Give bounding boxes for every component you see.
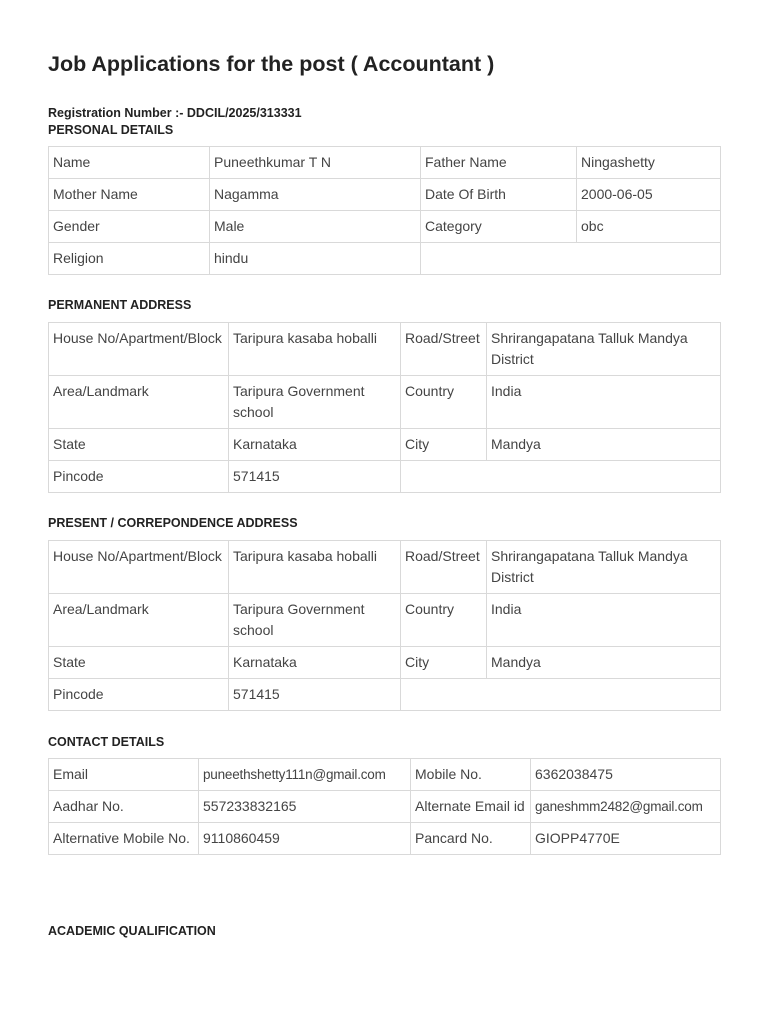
table-row bbox=[49, 429, 721, 461]
aadhar-label: Aadhar No. bbox=[49, 791, 199, 823]
road-value: Shrirangapatana Talluk Mandya District bbox=[487, 541, 721, 594]
mother-name-label: Mother Name bbox=[49, 179, 210, 211]
country-value: India bbox=[487, 376, 721, 429]
pancard-value: GIOPP4770E bbox=[531, 823, 721, 855]
alt-mobile-label: Alternative Mobile No. bbox=[49, 823, 199, 855]
pincode-value: 571415 bbox=[229, 679, 401, 711]
city-label: City bbox=[401, 429, 487, 461]
country-value: India bbox=[487, 594, 721, 647]
state-label: State bbox=[49, 647, 229, 679]
empty-cell bbox=[401, 679, 721, 711]
empty-cell bbox=[401, 461, 721, 493]
present-address-table bbox=[48, 540, 721, 711]
table-row bbox=[49, 759, 721, 791]
road-label: Road/Street bbox=[401, 541, 487, 594]
table-row bbox=[49, 791, 721, 823]
table-row bbox=[49, 243, 721, 275]
dob-value: 2000-06-05 bbox=[577, 179, 721, 211]
area-value: Taripura Government school bbox=[229, 376, 401, 429]
table-row bbox=[49, 376, 721, 429]
city-value: Mandya bbox=[487, 429, 721, 461]
table-row bbox=[49, 594, 721, 647]
house-value: Taripura kasaba hoballi bbox=[229, 323, 401, 376]
road-label: Road/Street bbox=[401, 323, 487, 376]
house-label: House No/Apartment/Block bbox=[49, 323, 229, 376]
table-row bbox=[49, 211, 721, 243]
academic-qualification-heading: ACADEMIC QUALIFICATION bbox=[48, 924, 216, 938]
table-row bbox=[49, 461, 721, 493]
mobile-label: Mobile No. bbox=[411, 759, 531, 791]
present-address-heading: PRESENT / CORREPONDENCE ADDRESS bbox=[48, 516, 298, 530]
category-label: Category bbox=[421, 211, 577, 243]
pincode-value: 571415 bbox=[229, 461, 401, 493]
road-value: Shrirangapatana Talluk Mandya District bbox=[487, 323, 721, 376]
category-value: obc bbox=[577, 211, 721, 243]
table-row bbox=[49, 323, 721, 376]
dob-label: Date Of Birth bbox=[421, 179, 577, 211]
table-row bbox=[49, 823, 721, 855]
alt-email-label: Alternate Email id bbox=[411, 791, 531, 823]
permanent-address-table bbox=[48, 322, 721, 493]
pincode-label: Pincode bbox=[49, 461, 229, 493]
country-label: Country bbox=[401, 594, 487, 647]
house-label: House No/Apartment/Block bbox=[49, 541, 229, 594]
name-value: Puneethkumar T N bbox=[210, 147, 421, 179]
registration-number: Registration Number :- DDCIL/2025/313331 bbox=[48, 106, 302, 120]
state-value: Karnataka bbox=[229, 429, 401, 461]
name-label: Name bbox=[49, 147, 210, 179]
gender-label: Gender bbox=[49, 211, 210, 243]
religion-label: Religion bbox=[49, 243, 210, 275]
state-value: Karnataka bbox=[229, 647, 401, 679]
table-row bbox=[49, 179, 721, 211]
country-label: Country bbox=[401, 376, 487, 429]
personal-details-table bbox=[48, 146, 721, 275]
alt-mobile-value: 9110860459 bbox=[199, 823, 411, 855]
page-title: Job Applications for the post ( Accountant ) bbox=[48, 52, 495, 76]
table-row bbox=[49, 147, 721, 179]
alt-email-value: ganeshmm2482@gmail.com bbox=[531, 791, 721, 823]
father-name-value: Ningashetty bbox=[577, 147, 721, 179]
mobile-value: 6362038475 bbox=[531, 759, 721, 791]
house-value: Taripura kasaba hoballi bbox=[229, 541, 401, 594]
city-label: City bbox=[401, 647, 487, 679]
contact-details-heading: CONTACT DETAILS bbox=[48, 735, 165, 749]
table-row bbox=[49, 679, 721, 711]
area-label: Area/Landmark bbox=[49, 594, 229, 647]
table-row bbox=[49, 647, 721, 679]
aadhar-value: 557233832165 bbox=[199, 791, 411, 823]
contact-details-table bbox=[48, 758, 721, 855]
permanent-address-heading: PERMANENT ADDRESS bbox=[48, 298, 192, 312]
table-row bbox=[49, 541, 721, 594]
empty-cell bbox=[421, 243, 721, 275]
pancard-label: Pancard No. bbox=[411, 823, 531, 855]
city-value: Mandya bbox=[487, 647, 721, 679]
email-label: Email bbox=[49, 759, 199, 791]
personal-details-heading: PERSONAL DETAILS bbox=[48, 123, 174, 137]
area-label: Area/Landmark bbox=[49, 376, 229, 429]
pincode-label: Pincode bbox=[49, 679, 229, 711]
area-value: Taripura Government school bbox=[229, 594, 401, 647]
mother-name-value: Nagamma bbox=[210, 179, 421, 211]
state-label: State bbox=[49, 429, 229, 461]
gender-value: Male bbox=[210, 211, 421, 243]
religion-value: hindu bbox=[210, 243, 421, 275]
email-value: puneethshetty111n@gmail.com bbox=[199, 759, 411, 791]
father-name-label: Father Name bbox=[421, 147, 577, 179]
